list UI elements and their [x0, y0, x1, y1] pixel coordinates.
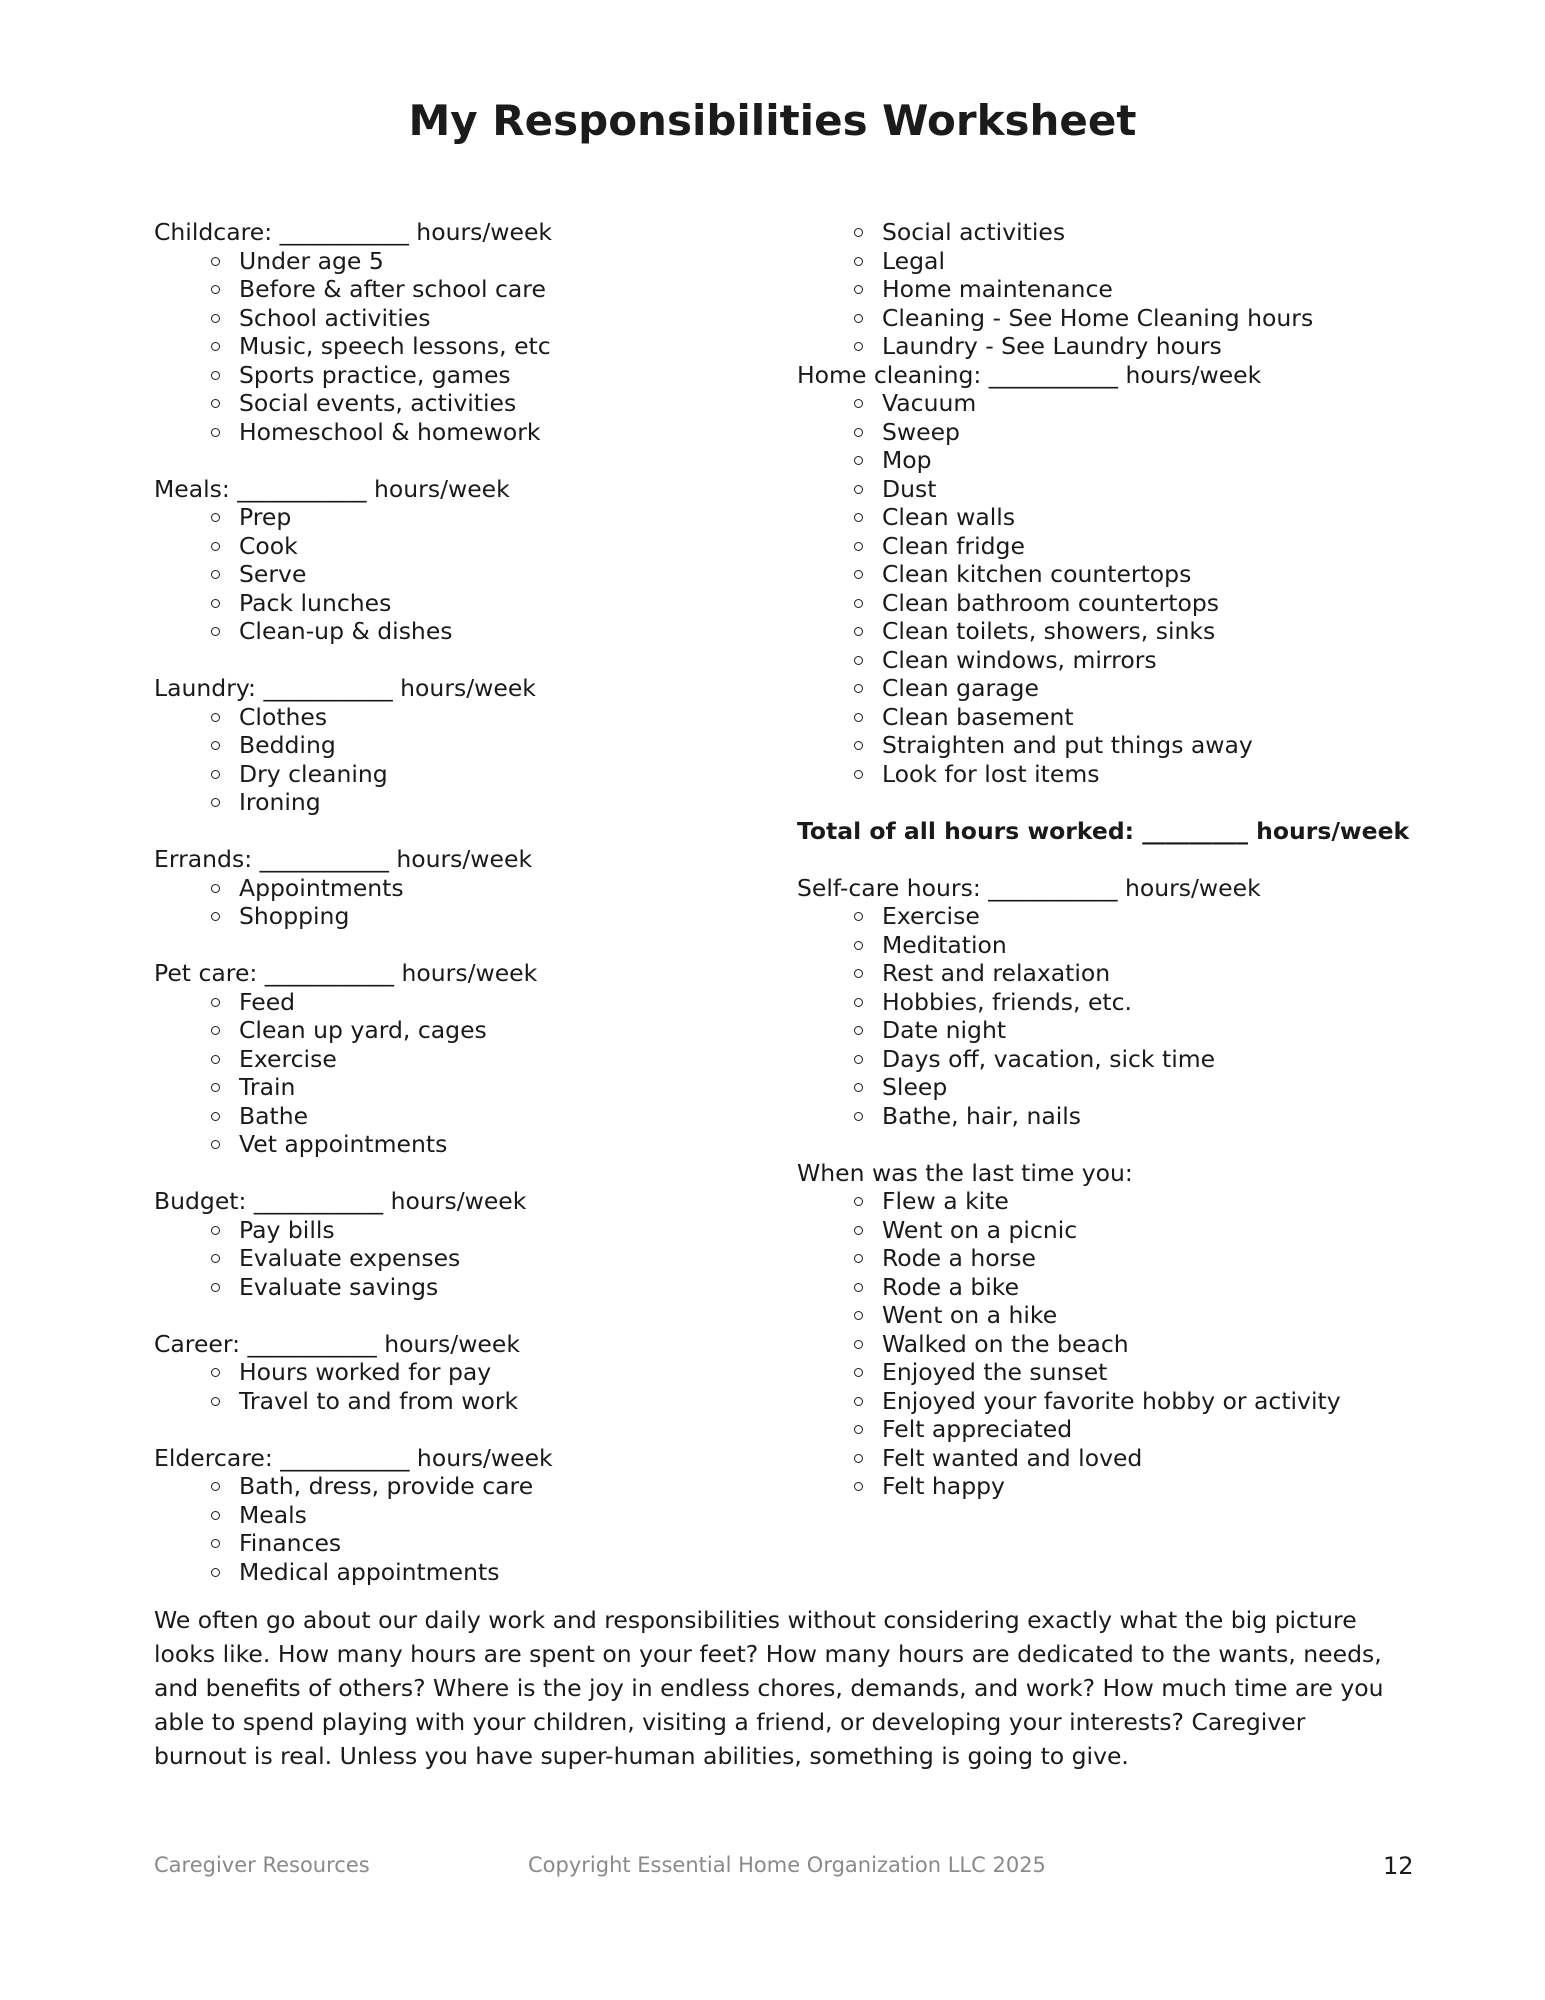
list-item: Vet appointments: [239, 1130, 754, 1159]
section-career: [154, 1330, 754, 1416]
section-heading: Career: ___________ hours/week: [154, 1329, 520, 1358]
section-errands: [154, 845, 754, 931]
list-item: Laundry - See Laundry hours: [882, 332, 1417, 361]
list-item: Evaluate expenses: [239, 1244, 754, 1273]
list-item: Exercise: [239, 1045, 754, 1074]
item-list: [154, 247, 754, 447]
footer-copyright: Copyright Essential Home Organization LLC 2025: [528, 1853, 1046, 1877]
list-item: Ironing: [239, 788, 754, 817]
list-item: Hours worked for pay: [239, 1358, 754, 1387]
list-item: Clean-up & dishes: [239, 617, 754, 646]
list-item: Clean toilets, showers, sinks: [882, 617, 1417, 646]
list-item: Straighten and put things away: [882, 731, 1417, 760]
item-list: [154, 1216, 754, 1302]
list-item: Travel to and from work: [239, 1387, 754, 1416]
list-item: Clean walls: [882, 503, 1417, 532]
list-item: Bathe, hair, nails: [882, 1102, 1417, 1131]
list-item: Train: [239, 1073, 754, 1102]
item-list: [154, 703, 754, 817]
list-item: Clean fridge: [882, 532, 1417, 561]
list-item: Feed: [239, 988, 754, 1017]
list-item: Exercise: [882, 902, 1417, 931]
list-item: Walked on the beach: [882, 1330, 1417, 1359]
section-heading: Budget: ___________ hours/week: [154, 1187, 527, 1215]
section-heading: When was the last time you:: [797, 1158, 1133, 1187]
list-item: Rode a bike: [882, 1273, 1417, 1302]
list-item: Social activities: [882, 218, 1417, 247]
left-column: [154, 218, 754, 1615]
section-total-hours: [797, 817, 1417, 846]
section-eldercare: [154, 1444, 754, 1587]
section-laundry: [154, 674, 754, 817]
footer-label: Caregiver Resources: [154, 1853, 370, 1877]
list-item: Went on a picnic: [882, 1216, 1417, 1245]
right-column: [797, 218, 1417, 1529]
list-item: Prep: [239, 503, 754, 532]
list-item: Meditation: [882, 931, 1417, 960]
list-item: Finances: [239, 1529, 754, 1558]
list-item: Sports practice, games: [239, 361, 754, 390]
list-item: Under age 5: [239, 247, 754, 276]
item-list: [154, 503, 754, 646]
section-self-care: [797, 874, 1417, 1131]
list-item: Enjoyed the sunset: [882, 1358, 1417, 1387]
list-item: Clean kitchen countertops: [882, 560, 1417, 589]
list-item: Bathe: [239, 1102, 754, 1131]
list-item: Felt happy: [882, 1472, 1417, 1501]
section-heading: Home cleaning: ___________ hours/week: [797, 360, 1262, 389]
list-item: Cleaning - See Home Cleaning hours: [882, 304, 1417, 333]
item-list: [797, 902, 1417, 1130]
summary-paragraph: We often go about our daily work and responsibilities without considering exactly what the big picture looks like. How many hours are spent on your feet? How many hours are dedicated to the wants, needs, and benefits of others? Where is the joy in endless chores, demands, and work? How much time are you able to spend playing with your children, visiting a friend, or developing your interests? Caregiver burnout is real. Unless you have super-human abilities, something is going to give.: [154, 1606, 1384, 1770]
list-item: Rode a horse: [882, 1244, 1417, 1273]
section-heading: Self-care hours: ___________ hours/week: [797, 873, 1261, 902]
list-item: Clean garage: [882, 674, 1417, 703]
list-item: Look for lost items: [882, 760, 1417, 789]
list-item: Legal: [882, 247, 1417, 276]
list-item: Medical appointments: [239, 1558, 754, 1587]
page-number: 12: [1383, 1852, 1414, 1880]
section-last-time: [797, 1159, 1417, 1501]
list-item: Clean bathroom countertops: [882, 589, 1417, 618]
list-item: Clean basement: [882, 703, 1417, 732]
list-item: Enjoyed your favorite hobby or activity: [882, 1387, 1417, 1416]
list-item: Dry cleaning: [239, 760, 754, 789]
list-item: Clothes: [239, 703, 754, 732]
list-item: Mop: [882, 446, 1417, 475]
list-item: Felt wanted and loved: [882, 1444, 1417, 1473]
item-list: [154, 1472, 754, 1586]
section-childcare: [154, 218, 754, 446]
section-heading: Errands: ___________ hours/week: [154, 845, 533, 873]
list-item: Shopping: [239, 902, 754, 931]
section-heading: Pet care: ___________ hours/week: [154, 959, 538, 987]
list-item: Before & after school care: [239, 275, 754, 304]
section-home-cleaning: [797, 361, 1417, 789]
list-item: Hobbies, friends, etc.: [882, 988, 1417, 1017]
list-item: Music, speech lessons, etc: [239, 332, 754, 361]
section-heading: Meals: ___________ hours/week: [154, 474, 510, 503]
list-item: Felt appreciated: [882, 1415, 1417, 1444]
list-item: Sleep: [882, 1073, 1417, 1102]
section-heading: Childcare: ___________ hours/week: [154, 218, 553, 246]
list-item: Bedding: [239, 731, 754, 760]
list-item: Clean up yard, cages: [239, 1016, 754, 1045]
section-budget: [154, 1187, 754, 1301]
total-hours-line: Total of all hours worked: _________ hours/week: [797, 816, 1410, 845]
list-item: Serve: [239, 560, 754, 589]
section-meals: [154, 475, 754, 646]
item-list: [154, 988, 754, 1159]
list-item: Flew a kite: [882, 1187, 1417, 1216]
continued-item-list: [797, 218, 1417, 361]
list-item: Days off, vacation, sick time: [882, 1045, 1417, 1074]
item-list: [154, 1358, 754, 1415]
list-item: Evaluate savings: [239, 1273, 754, 1302]
item-list: [797, 1187, 1417, 1501]
list-item: Went on a hike: [882, 1301, 1417, 1330]
list-item: Bath, dress, provide care: [239, 1472, 754, 1501]
list-item: Social events, activities: [239, 389, 754, 418]
item-list: [154, 874, 754, 931]
section-pet-care: [154, 959, 754, 1159]
list-item: Home maintenance: [882, 275, 1417, 304]
list-item: Pack lunches: [239, 589, 754, 618]
list-item: Rest and relaxation: [882, 959, 1417, 988]
list-item: Clean windows, mirrors: [882, 646, 1417, 675]
list-item: Meals: [239, 1501, 754, 1530]
list-item: Dust: [882, 475, 1417, 504]
list-item: Date night: [882, 1016, 1417, 1045]
list-item: School activities: [239, 304, 754, 333]
list-item: Vacuum: [882, 389, 1417, 418]
page-title: My Responsibilities Worksheet: [408, 96, 1137, 145]
item-list: [797, 389, 1417, 788]
section-heading: Eldercare: ___________ hours/week: [154, 1443, 553, 1472]
list-item: Sweep: [882, 418, 1417, 447]
list-item: Pay bills: [239, 1216, 754, 1245]
list-item: Homeschool & homework: [239, 418, 754, 447]
list-item: Cook: [239, 532, 754, 561]
list-item: Appointments: [239, 874, 754, 903]
section-heading: Laundry: ___________ hours/week: [154, 674, 536, 702]
